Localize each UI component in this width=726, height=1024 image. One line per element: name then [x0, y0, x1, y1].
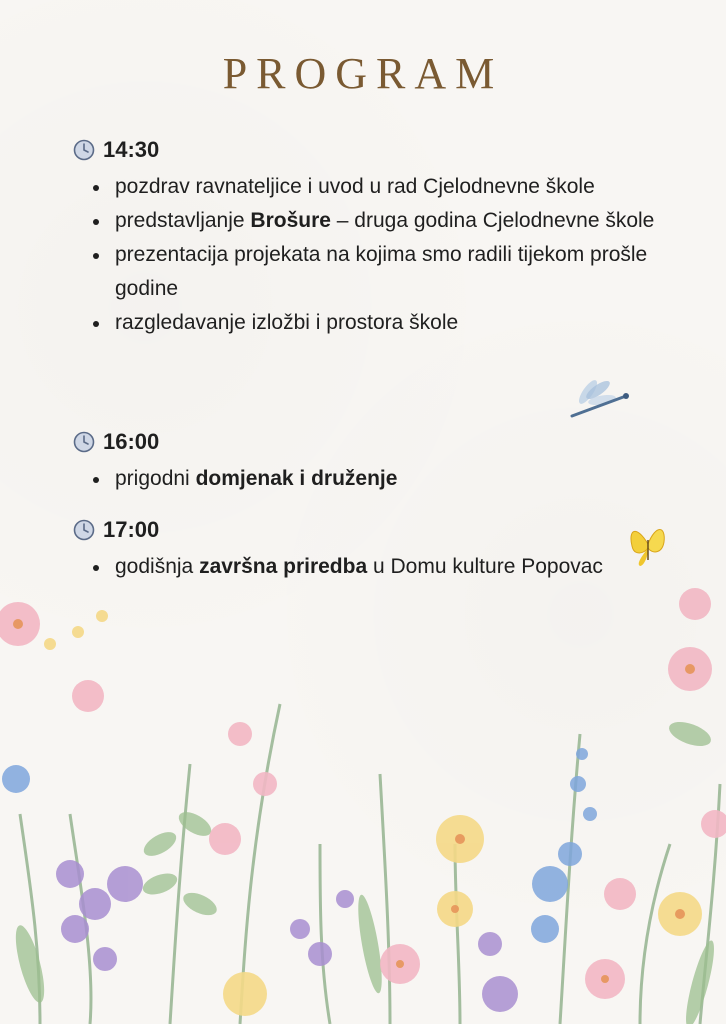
time-row	[73, 136, 673, 164]
clock-icon	[73, 139, 95, 161]
floral-border-illustration	[0, 584, 726, 1024]
schedule-section-1	[73, 136, 673, 340]
list-item: prezentacija projekata na kojima smo radili tijekom prošle godine	[115, 238, 673, 306]
time-label: 16:00	[103, 429, 160, 454]
list-item	[115, 204, 673, 238]
clock-icon	[73, 519, 95, 541]
item-text: prigodni	[115, 467, 196, 490]
item-bold-text: domjenak i druženje	[195, 467, 398, 490]
time-row	[73, 428, 673, 456]
item-text: – druga godina Cjelodnevne škole	[330, 209, 655, 232]
item-text: godišnja	[115, 555, 200, 578]
time-label: 14:30	[103, 137, 160, 162]
activity-list	[73, 550, 673, 584]
activity-list	[73, 462, 673, 496]
item-bold-text: završna priredba	[199, 555, 368, 578]
dragonfly-icon	[564, 374, 632, 426]
schedule-section-2	[73, 428, 673, 496]
list-item	[115, 462, 673, 496]
list-item	[115, 550, 673, 584]
clock-icon	[73, 431, 95, 453]
list-item: pozdrav ravnateljice i uvod u rad Cjelodnevne škole	[115, 170, 673, 204]
schedule-section-3	[73, 516, 673, 584]
time-row	[73, 516, 673, 544]
activity-list	[73, 170, 673, 340]
item-text: predstavljanje	[115, 209, 251, 232]
time-label: 17:00	[103, 517, 160, 542]
butterfly-icon	[626, 520, 670, 570]
page-title: PROGRAM	[222, 49, 504, 98]
item-text: u Domu kulture Popovac	[367, 555, 603, 578]
item-bold-text: Brošure	[250, 209, 331, 232]
list-item: razgledavanje izložbi i prostora škole	[115, 306, 673, 340]
